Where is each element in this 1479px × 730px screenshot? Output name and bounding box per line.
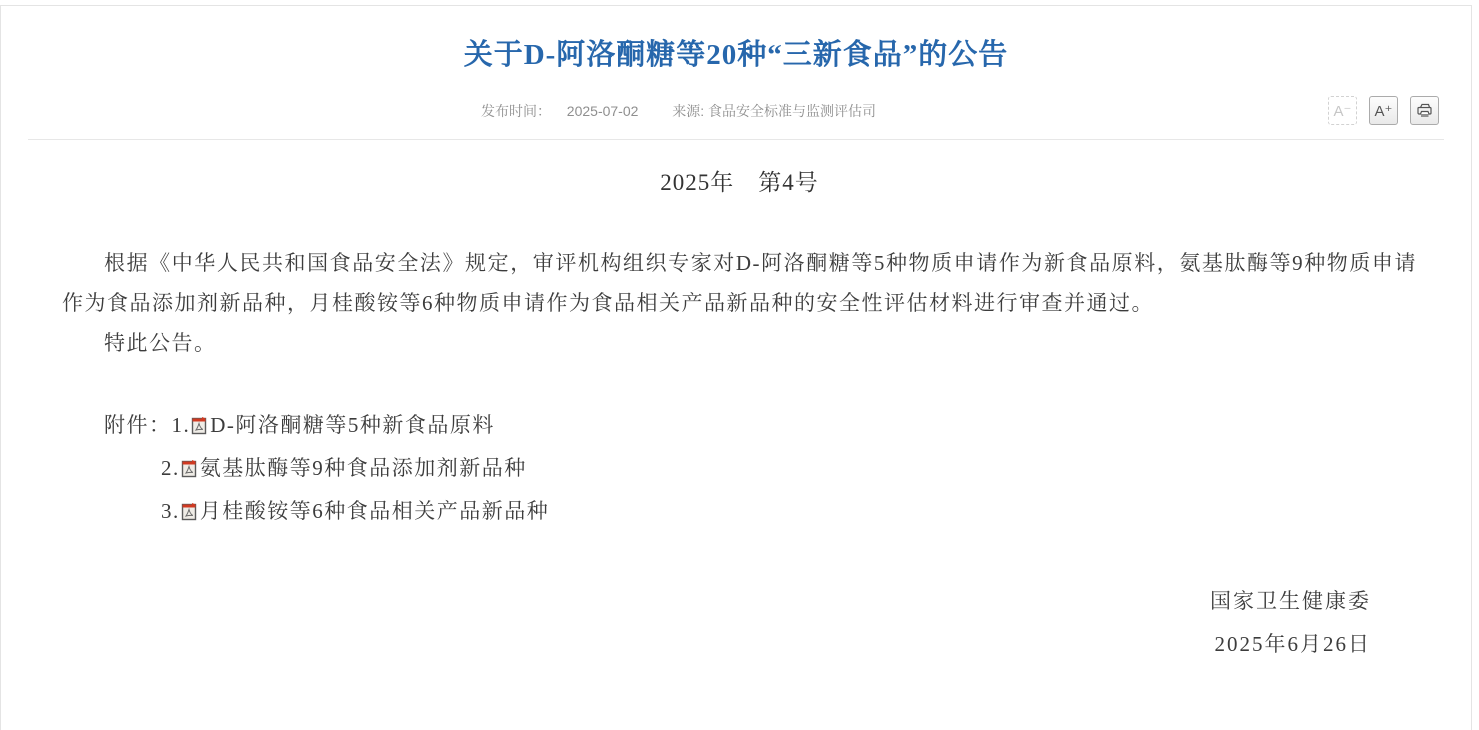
document-body — [1, 164, 1471, 666]
main-paragraph: 根据《中华人民共和国食品安全法》规定，审评机构组织专家对D-阿洛酮糖等5种物质申请作为新食品原料，氨基肽酶等9种物质申请作为食品添加剂新品种，月桂酸铵等6种物质申请作为食品相关产品新品种的安全性评估材料进行审查并通过。 — [62, 251, 1417, 315]
attachment-number: 3. — [161, 499, 180, 523]
attachment-number: 1. — [171, 413, 191, 437]
announcement-page — [0, 5, 1472, 730]
font-increase-button[interactable]: A⁺ — [1369, 96, 1398, 125]
document-header — [28, 6, 1444, 140]
attachments-list — [62, 405, 1417, 534]
announcement-text — [62, 243, 1417, 363]
pdf-file-icon — [181, 494, 198, 534]
print-button[interactable] — [1410, 96, 1439, 125]
pdf-file-icon — [191, 408, 208, 448]
font-toolbar — [1328, 96, 1439, 125]
attachment-item — [62, 405, 1417, 448]
attachment-link[interactable]: 月桂酸铵等6种食品相关产品新品种 — [199, 499, 550, 523]
attachment-link[interactable]: 氨基肽酶等9种食品添加剂新品种 — [199, 456, 527, 480]
source-label: 来源: — [672, 103, 705, 119]
publish-meta — [28, 101, 1444, 121]
publish-time-value: 2025-07-02 — [566, 103, 639, 119]
attachment-item — [62, 448, 1417, 491]
issuer-name: 国家卫生健康委 — [1210, 589, 1371, 613]
printer-icon — [1416, 102, 1433, 119]
font-decrease-button[interactable]: A⁻ — [1328, 96, 1357, 125]
page-title: 关于D-阿洛酮糖等20种“三新食品”的公告 — [463, 39, 1009, 71]
signature-block — [62, 580, 1417, 666]
closing-paragraph: 特此公告。 — [104, 331, 217, 355]
publish-time-label: 发布时间： — [481, 103, 552, 119]
pdf-file-icon — [181, 451, 198, 491]
attachment-item — [62, 491, 1417, 534]
attachments-label: 附件： — [104, 413, 172, 437]
source-value: 食品安全标准与监测评估司 — [707, 103, 876, 119]
attachment-number: 2. — [161, 456, 180, 480]
attachment-link[interactable]: D-阿洛酮糖等5种新食品原料 — [210, 413, 495, 437]
issue-date: 2025年6月26日 — [1214, 632, 1371, 656]
document-number: 2025年 第4号 — [660, 170, 819, 195]
